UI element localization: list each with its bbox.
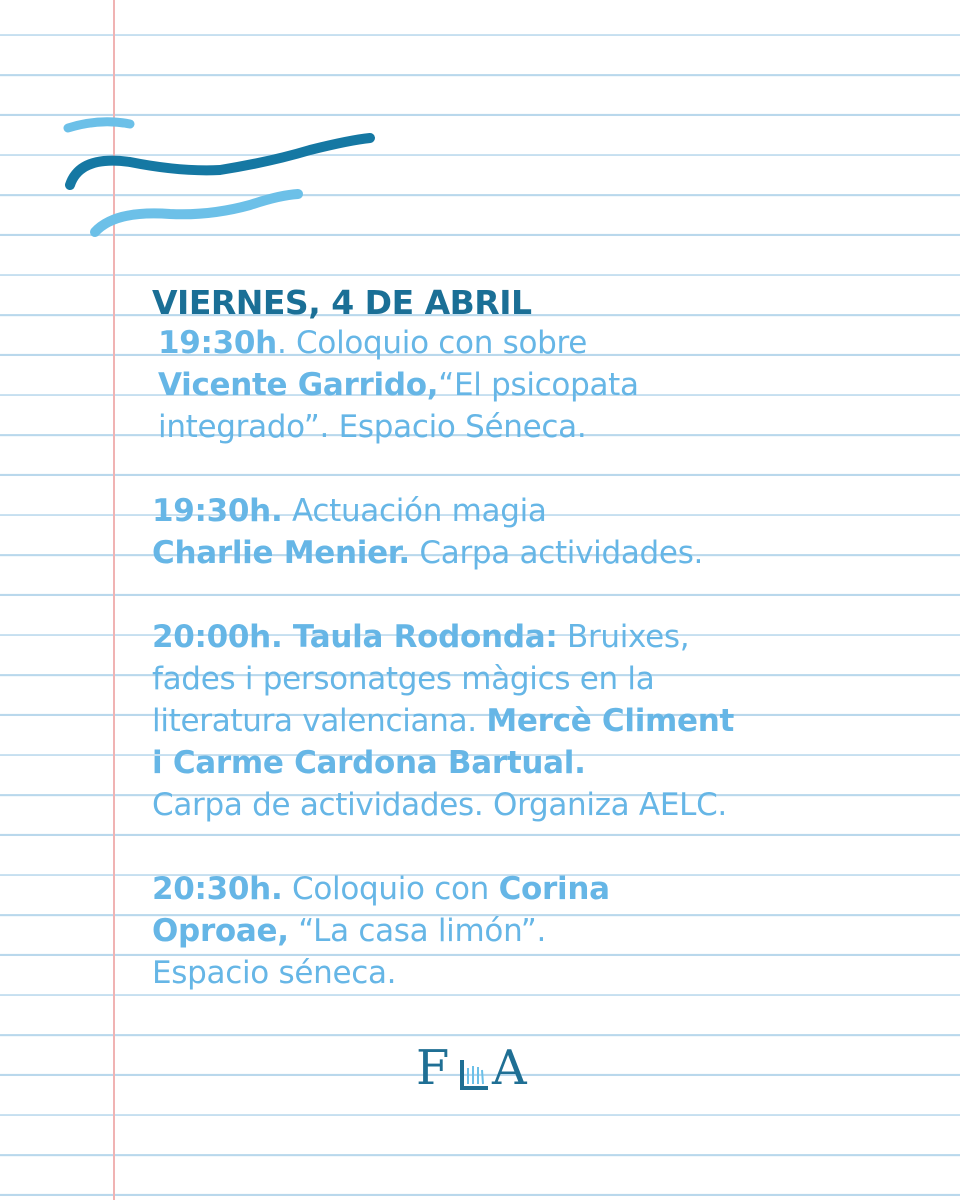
- event-item: [152, 868, 942, 994]
- event-item: [152, 616, 942, 826]
- text: Bruixes,: [557, 619, 690, 655]
- event-line: [152, 490, 942, 532]
- event-line: [152, 700, 942, 742]
- bold-text: 20:00h. Taula Rodonda:: [152, 619, 558, 655]
- fla-logo: [416, 1040, 546, 1100]
- bold-text: Corina: [498, 871, 610, 907]
- logo-letter-f: F: [416, 1040, 450, 1096]
- text: literatura valenciana.: [152, 703, 487, 739]
- event-line: [152, 616, 942, 658]
- logo-letter-a: A: [492, 1040, 527, 1096]
- text: “La casa limón”.: [288, 913, 547, 949]
- text: Carpa de actividades. Organiza AELC.: [152, 787, 727, 823]
- wave-light-bottom: [95, 194, 298, 232]
- bold-text: i Carme Cardona Bartual.: [152, 745, 586, 781]
- bold-text: Mercè Climent: [486, 703, 735, 739]
- schedule: [152, 280, 942, 1036]
- bold-text: Charlie Menier.: [152, 535, 410, 571]
- text: . Coloquio con sobre: [276, 325, 588, 361]
- bold-text: 20:30h.: [152, 871, 283, 907]
- text: Carpa actividades.: [409, 535, 704, 571]
- text: Espacio séneca.: [152, 955, 397, 991]
- text: fades i personatges màgics en la: [152, 661, 655, 697]
- bold-text: Vicente Garrido,: [158, 367, 439, 403]
- event-line: [152, 742, 942, 784]
- event-line: [158, 322, 942, 364]
- wave-dark: [70, 138, 370, 185]
- event-item: [152, 490, 942, 574]
- text: Coloquio con: [282, 871, 499, 907]
- event-line: [152, 784, 942, 826]
- event-list: [152, 322, 942, 994]
- event-line: [152, 868, 942, 910]
- text: integrado”. Espacio Séneca.: [158, 409, 587, 445]
- bold-text: Oproae,: [152, 913, 289, 949]
- wave-light-top: [68, 122, 130, 128]
- event-line: [158, 364, 942, 406]
- date-heading: VIERNES, 4 DE ABRIL: [152, 283, 532, 322]
- open-book-icon: [458, 1058, 494, 1090]
- event-line: [152, 532, 942, 574]
- event-item: [158, 322, 942, 448]
- wave-decoration-icon: [60, 110, 390, 250]
- event-line: [152, 952, 942, 994]
- text: “El psicopata: [438, 367, 639, 403]
- event-line: [152, 658, 942, 700]
- event-line: [152, 910, 942, 952]
- text: Actuación magia: [282, 493, 547, 529]
- bold-text: 19:30h: [158, 325, 277, 361]
- event-line: [158, 406, 942, 448]
- bold-text: 19:30h.: [152, 493, 283, 529]
